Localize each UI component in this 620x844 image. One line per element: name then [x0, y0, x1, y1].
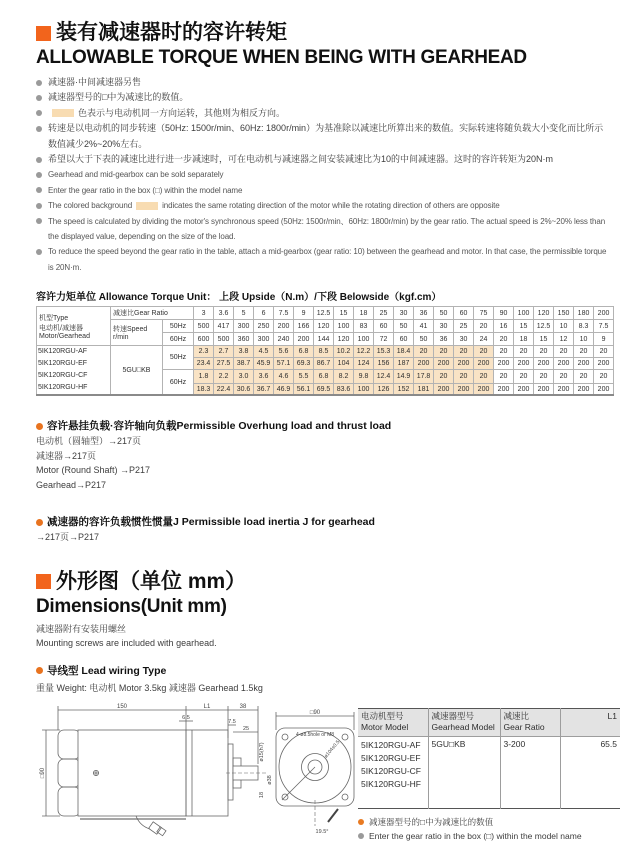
overhung-line: 电动机（圆轴型）→217页: [36, 436, 142, 447]
torque-cell: 152: [394, 383, 414, 395]
torque-cell: 150: [554, 307, 574, 320]
page-title-zh-text: 装有减速器时的容许转矩: [56, 21, 287, 44]
dim-label-square90-front: □90: [309, 709, 321, 716]
torque-cell: 15.3: [374, 346, 394, 358]
torque-cell: 187: [394, 358, 414, 370]
note-text: 转速是以电动机的同步转速（50Hz: 1500r/min、60Hz: 1800r/min）为基准除以减速比所算出来的数值。实际转速将随负载大小变化而比所示数值减少2%~20%左右。: [48, 123, 604, 149]
torque-cell: 200: [594, 383, 614, 395]
note-item: [36, 214, 612, 245]
torque-cell: 83.6: [334, 383, 354, 395]
torque-cell: 10.2: [334, 346, 354, 358]
torque-cell: 69.3: [294, 358, 314, 370]
inertia-line: →217页→P217: [36, 532, 100, 543]
torque-cell: 12.4: [374, 370, 394, 384]
torque-cell: 17.8: [414, 370, 434, 384]
torque-cell: 45.9: [254, 358, 274, 370]
note-item: [36, 167, 612, 182]
torque-cell: 500: [214, 333, 234, 346]
torque-cell: 50: [414, 333, 434, 346]
header-line: Motor/Gearhead: [39, 332, 90, 340]
torque-cell: 20: [494, 333, 514, 346]
torque-cell: 30.6: [234, 383, 254, 395]
torque-cell: 8.3: [574, 320, 594, 333]
torque-cell: 100: [354, 333, 374, 346]
torque-cell: 200: [494, 383, 514, 395]
torque-cell: 27.5: [214, 358, 234, 370]
torque-cell: 1.8: [194, 370, 214, 384]
header-en: Motor Model: [361, 722, 409, 733]
torque-cell: 20: [434, 346, 454, 358]
page-title-zh: [36, 20, 612, 46]
torque-cell: 22.4: [214, 383, 234, 395]
torque-cell: 200: [434, 358, 454, 370]
torque-cell: 12: [554, 333, 574, 346]
torque-cell: 46.9: [274, 383, 294, 395]
bottom-row: [36, 700, 617, 844]
orange-bullet-icon: [36, 423, 43, 430]
torque-cell: 69.5: [314, 383, 334, 395]
torque-cell: 100: [514, 307, 534, 320]
speed-50-row: [37, 320, 614, 333]
torque-cell: 124: [354, 358, 374, 370]
torque-cell: 15: [334, 307, 354, 320]
note-text: 希望以大于下表的减速比进行进一步减速时，可在电动机与减速器之间安装减速比为10的中间减速器。这时的容许转矩为20N·m: [48, 154, 554, 165]
torque-cell: 126: [374, 383, 394, 395]
model-name: 5IK120RGU-AF: [361, 739, 421, 750]
torque-cell: 20: [474, 320, 494, 333]
torque-cell: 20: [574, 346, 594, 358]
torque-cell: 20: [574, 370, 594, 384]
note-text: 减速器型号的□中为减速比的数值: [369, 816, 494, 827]
torque-cell: 180: [574, 307, 594, 320]
torque-header-row: [37, 307, 614, 320]
note-item: [36, 244, 612, 275]
torque-cell: 20: [534, 346, 554, 358]
torque-cell: 3.6: [214, 307, 234, 320]
overhung-line: Motor (Round Shaft) →P217: [36, 465, 151, 476]
torque-cell: 12.2: [354, 346, 374, 358]
torque-cell: 20: [474, 346, 494, 358]
torque-cell: 200: [574, 383, 594, 395]
torque-cell: 2.2: [214, 370, 234, 384]
header-zh: 减速器型号: [431, 710, 475, 721]
motor-model-header: [358, 708, 428, 736]
note-text: The speed is calculated by dividing the motor's synchronous speed (50Hz: 1500r/min、60Hz: 1800r/min) by the gear ratio. The actual speed is 2%~20% less than the displayed value, depending on the size of the load.: [48, 216, 606, 242]
notes-list: [36, 75, 612, 275]
torque-cell: 24: [474, 333, 494, 346]
bullet-icon: [358, 819, 364, 825]
torque-cell: 9: [594, 333, 614, 346]
note-item: [36, 90, 612, 105]
model-name: 5IK120RGU-HF: [361, 778, 421, 789]
torque-cell: 18.3: [194, 383, 214, 395]
note-text: 减速器型号的□中为减速比的数值。: [48, 92, 189, 103]
header-en: Gearhead Model: [431, 722, 495, 733]
inertia-section: [36, 514, 612, 545]
note-text: Enter the gear ratio in the box (□) within the model name: [48, 185, 243, 195]
dimension-drawing: [36, 700, 356, 844]
torque-cell: 75: [474, 307, 494, 320]
torque-cell: 18: [514, 333, 534, 346]
torque-cell: 5.6: [274, 346, 294, 358]
hz60-label: 60Hz: [163, 370, 194, 396]
torque-cell: 120: [334, 333, 354, 346]
overhung-line: Gearhead→P217: [36, 479, 107, 490]
torque-cell: 3.6: [254, 370, 274, 384]
bullet-icon: [36, 203, 42, 209]
hz50-label: 50Hz: [163, 320, 194, 333]
torque-cell: 200: [534, 383, 554, 395]
torque-cell: 6.8: [294, 346, 314, 358]
torque-cell: 50: [434, 307, 454, 320]
header-line: 电动机/减速器: [39, 324, 83, 332]
torque-cell: 200: [554, 358, 574, 370]
gear-ratio-header: 减速比Gear Ratio: [111, 307, 194, 320]
torque-cell: 2.3: [194, 346, 214, 358]
dim-label-18: 18: [259, 791, 265, 798]
dim-label-150: 150: [116, 703, 128, 710]
torque-cell: 20: [454, 370, 474, 384]
torque-cell: 20: [514, 370, 534, 384]
header-zh: 电动机型号: [361, 710, 404, 721]
lead-wiring-heading-text: 导线型 Lead wiring Type: [47, 664, 167, 677]
torque-cell: 41: [414, 320, 434, 333]
torque-cell: 200: [594, 307, 614, 320]
note-text: Gearhead and mid-gearbox can be sold separately: [48, 170, 224, 180]
bullet-icon: [358, 833, 364, 839]
note-item: [36, 106, 612, 121]
torque-cell: 181: [414, 383, 434, 395]
torque-cell: 200: [574, 358, 594, 370]
model-table-header: [358, 708, 620, 736]
dim-label-angle: 19.5°: [315, 828, 329, 835]
model-name: 5IK120RGU-CF: [361, 765, 421, 776]
dim-label-l1: L1: [203, 703, 211, 710]
speed-label: 转速Speed: [113, 326, 148, 334]
torque-cell: 36: [434, 333, 454, 346]
torque-cell: 83: [354, 320, 374, 333]
torque-cell: 200: [474, 383, 494, 395]
torque-cell: 200: [414, 358, 434, 370]
dimensions-title-zh-text: 外形图（单位 mm）: [56, 569, 247, 593]
torque-cell: 8.5: [314, 346, 334, 358]
torque-cell: 6.8: [314, 370, 334, 384]
torque-cell: 120: [314, 320, 334, 333]
torque-cell: 20: [594, 370, 614, 384]
overhung-heading: [36, 418, 612, 434]
orange-bullet-icon: [36, 519, 43, 526]
dim-label-7-5: 7.5: [228, 718, 236, 725]
model-list-cell: [37, 346, 111, 396]
torque-cell: 16: [494, 320, 514, 333]
torque-cell: 4.5: [254, 346, 274, 358]
bullet-icon: [36, 80, 42, 86]
torque-cell: 15: [514, 320, 534, 333]
torque-cell: 240: [274, 333, 294, 346]
torque-cell: 5: [234, 307, 254, 320]
torque-cell: 8.2: [334, 370, 354, 384]
torque-cell: 156: [374, 358, 394, 370]
torque-table-title: 容许力矩单位 Allowance Torque Unit： 上段 Upside（N.m）/下段 Belowside（kgf.cm）: [36, 292, 442, 304]
torque-cell: 60: [394, 333, 414, 346]
overhung-section: [36, 418, 612, 492]
dimensions-note-en: Mounting screws are included with gearhead.: [36, 637, 217, 648]
bullet-icon: [36, 95, 42, 101]
torque-cell: 14.9: [394, 370, 414, 384]
torque-cell: 104: [334, 358, 354, 370]
color-swatch-icon: [136, 202, 158, 210]
dimensions-title-zh: [36, 569, 612, 595]
dim-label-38: 38: [239, 703, 247, 710]
torque-cell: 20: [554, 370, 574, 384]
torque-cell: 100: [354, 383, 374, 395]
torque-cell: 200: [594, 358, 614, 370]
motor-gearhead-header: [37, 307, 111, 346]
torque-cell: 300: [234, 320, 254, 333]
torque-cell: 23.4: [194, 358, 214, 370]
torque-cell: 6: [254, 307, 274, 320]
lead-wiring-heading: [36, 663, 612, 679]
speed-header: [111, 320, 163, 346]
torque-cell: 25: [374, 307, 394, 320]
torque-cell: 20: [414, 346, 434, 358]
speed-unit: r/min: [113, 334, 129, 342]
torque-cell: 100: [334, 320, 354, 333]
gearhead-model-cell: 5GU□KB: [111, 346, 163, 396]
header-en: Gear Ratio: [503, 722, 545, 733]
torque-cell: 417: [214, 320, 234, 333]
torque-cell: 200: [294, 333, 314, 346]
model-table-block: [358, 708, 620, 844]
torque-cell: 10: [554, 320, 574, 333]
torque-cell: 20: [534, 370, 554, 384]
l1-header: L1: [560, 708, 620, 736]
orange-square-icon: [36, 574, 51, 589]
note-item: [358, 829, 620, 844]
page-title-en: ALLOWABLE TORQUE WHEN BEING WITH GEARHEAD: [36, 47, 527, 68]
gearhead-model-header: [428, 708, 500, 736]
note-text: The colored background: [48, 201, 133, 211]
torque-cell: 4.6: [274, 370, 294, 384]
torque-cell: 7.5: [274, 307, 294, 320]
torque-cell: 12.5: [314, 307, 334, 320]
torque-cell: 200: [494, 358, 514, 370]
torque-cell: 200: [514, 358, 534, 370]
torque-cell: 2.7: [214, 346, 234, 358]
torque-cell: 20: [594, 346, 614, 358]
dim-label-shaft-dia: ø15(h7): [259, 742, 265, 762]
torque-cell: 18.4: [394, 346, 414, 358]
gearhead-model-cell: 5GU□KB: [428, 736, 500, 808]
torque-cell: 200: [454, 358, 474, 370]
orange-square-icon: [36, 26, 51, 41]
note-item: [36, 75, 612, 90]
torque-cell: 12.5: [534, 320, 554, 333]
note-item: [358, 815, 620, 830]
note-text: 色表示与电动机同一方向运转，其他则为相反方向。: [78, 107, 286, 118]
dim-label-holes: 4-ø8.5hole or M8: [295, 731, 335, 738]
torque-cell: 9: [294, 307, 314, 320]
dim-label-square90-side: □90: [40, 767, 46, 778]
torque-cell: 18: [354, 307, 374, 320]
note-item: [36, 152, 612, 167]
dim-label-bolt-circle: ø104±0.5: [323, 739, 342, 760]
overhung-line: 减速器→217页: [36, 450, 97, 461]
header-zh: 减速比: [503, 710, 530, 721]
torque-cell: 20: [434, 370, 454, 384]
torque-cell: 144: [314, 333, 334, 346]
torque-table: [36, 306, 614, 396]
note-text: To reduce the speed beyond the gear ratio in the table, attach a mid-gearbox (gear ratio: 10) between the gearhead and motor. In that case, the permissible torque is 20N·m.: [48, 247, 607, 272]
hz60-label: 60Hz: [163, 333, 194, 346]
dimensions-note-zh: 减速器附有安装用螺丝: [36, 623, 127, 634]
header-line: 机型Type: [39, 314, 69, 322]
torque-cell: 50: [394, 320, 414, 333]
dim-label-6-5: 6.5: [182, 714, 190, 721]
torque-nm-50-row: [37, 346, 614, 358]
torque-cell: 20: [474, 370, 494, 384]
torque-cell: 57.1: [274, 358, 294, 370]
inertia-heading: [36, 514, 612, 530]
color-swatch-icon: [52, 109, 74, 117]
dimensions-title-en: Dimensions(Unit mm): [36, 595, 227, 617]
torque-cell: 38.7: [234, 358, 254, 370]
torque-cell: 30: [434, 320, 454, 333]
torque-cell: 15: [534, 333, 554, 346]
torque-cell: 30: [454, 333, 474, 346]
lead-wiring-section: [36, 663, 612, 696]
torque-cell: 20: [514, 346, 534, 358]
hz50-label: 50Hz: [163, 346, 194, 370]
torque-cell: 200: [454, 383, 474, 395]
note-text: Enter the gear ratio in the box (□) within the model name: [369, 831, 582, 842]
orange-bullet-icon: [36, 667, 43, 674]
torque-cell: 120: [534, 307, 554, 320]
torque-cell: 72: [374, 333, 394, 346]
bullet-icon: [36, 218, 42, 224]
torque-cell: 36: [414, 307, 434, 320]
torque-cell: 200: [474, 358, 494, 370]
torque-cell: 56.1: [294, 383, 314, 395]
bullet-icon: [36, 157, 42, 163]
bullet-icon: [36, 172, 42, 178]
torque-cell: 60: [454, 307, 474, 320]
bullet-icon: [36, 110, 42, 116]
torque-cell: 200: [554, 383, 574, 395]
dim-label-boss-dia: ø38: [267, 775, 273, 785]
torque-cell: 60: [374, 320, 394, 333]
note-item: [36, 198, 612, 213]
torque-cell: 36.7: [254, 383, 274, 395]
torque-cell: 5.5: [294, 370, 314, 384]
torque-cell: 25: [454, 320, 474, 333]
torque-cell: 9.8: [354, 370, 374, 384]
torque-cell: 90: [494, 307, 514, 320]
torque-cell: 3.0: [234, 370, 254, 384]
torque-cell: 30: [394, 307, 414, 320]
overhung-heading-text: 容许悬挂负载·容许轴向负载Permissible Overhung load and thrust load: [47, 420, 392, 433]
torque-cell: 200: [274, 320, 294, 333]
model-name: 5IK120RGU-AF: [38, 348, 88, 356]
bullet-icon: [36, 249, 42, 255]
l1-value-cell: 65.5: [560, 736, 620, 808]
bullet-icon: [36, 126, 42, 132]
torque-cell: 7.5: [594, 320, 614, 333]
torque-cell: 20: [554, 346, 574, 358]
model-table-notes: [358, 815, 620, 844]
gear-ratio-header: [500, 708, 560, 736]
motor-models-cell: [358, 736, 428, 808]
note-item: [36, 183, 612, 198]
torque-cell: 300: [254, 333, 274, 346]
model-name: 5IK120RGU-EF: [38, 360, 88, 368]
weight-line: 重量 Weight: 电动机 Motor 3.5kg 减速器 Gearhead 1.5kg: [36, 682, 263, 693]
torque-cell: 86.7: [314, 358, 334, 370]
torque-cell: 250: [254, 320, 274, 333]
torque-cell: 166: [294, 320, 314, 333]
model-table-body-row: [358, 736, 620, 808]
dim-label-25: 25: [242, 725, 250, 732]
note-item: [36, 121, 612, 152]
torque-cell: 500: [194, 320, 214, 333]
torque-cell: 600: [194, 333, 214, 346]
torque-cell: 3.8: [234, 346, 254, 358]
torque-cell: 200: [434, 383, 454, 395]
note-text: 减速器·中间减速器另售: [48, 77, 141, 87]
torque-cell: 20: [494, 346, 514, 358]
model-name: 5IK120RGU-EF: [361, 752, 421, 763]
torque-cell: 200: [534, 358, 554, 370]
model-name: 5IK120RGU-CF: [38, 372, 88, 380]
gear-ratio-cell: 3-200: [500, 736, 560, 808]
torque-cell: 20: [454, 346, 474, 358]
model-name: 5IK120RGU-HF: [38, 384, 88, 392]
torque-cell: 3: [194, 307, 214, 320]
torque-cell: 10: [574, 333, 594, 346]
torque-cell: 360: [234, 333, 254, 346]
bullet-icon: [36, 187, 42, 193]
note-text: indicates the same rotating direction of the motor while the rotating direction of others are opposite: [162, 201, 500, 211]
inertia-heading-text: 减速器的容许负载惯性惯量J Permissible load inertia J for gearhead: [47, 516, 375, 529]
torque-cell: 20: [494, 370, 514, 384]
torque-cell: 200: [514, 383, 534, 395]
